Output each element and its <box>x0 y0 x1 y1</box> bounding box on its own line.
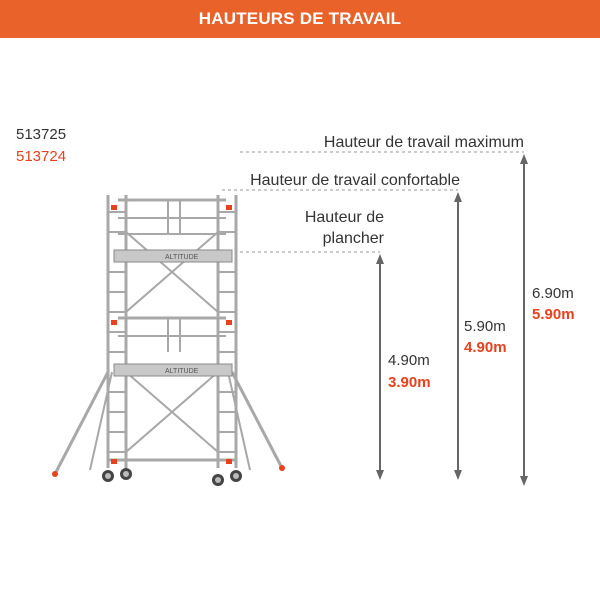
upper-platform <box>114 250 232 262</box>
label-floor-height <box>260 207 384 249</box>
floor-height-513725: 4.90m <box>388 352 430 369</box>
max-height-513725: 6.90m <box>532 285 574 302</box>
scaffold-tower <box>52 195 285 477</box>
max-height-513724: 5.90m <box>532 306 575 323</box>
platform-brand-upper: ALTITUDE <box>165 254 199 261</box>
label-comfort-height: Hauteur de travail confortable <box>250 172 460 189</box>
label-floor-line2: plancher <box>322 230 384 247</box>
comfort-height-513725: 5.90m <box>464 318 506 335</box>
reference-513725: 513725 <box>16 126 67 143</box>
label-floor-line1: Hauteur de <box>304 209 384 226</box>
max-height-arrow <box>520 154 528 486</box>
label-max-height: Hauteur de travail maximum <box>323 134 524 151</box>
comfort-height-arrow <box>454 192 462 480</box>
floor-height-513724: 3.90m <box>388 374 431 391</box>
clamps <box>111 205 232 464</box>
page-title: HAUTEURS DE TRAVAIL <box>198 9 402 28</box>
floor-height-arrow <box>376 254 384 480</box>
reference-513724: 513724 <box>16 148 67 165</box>
platform-brand-lower: ALTITUDE <box>165 368 199 375</box>
wheels <box>102 468 242 486</box>
lower-platform <box>114 364 232 376</box>
comfort-height-513724: 4.90m <box>464 339 507 356</box>
